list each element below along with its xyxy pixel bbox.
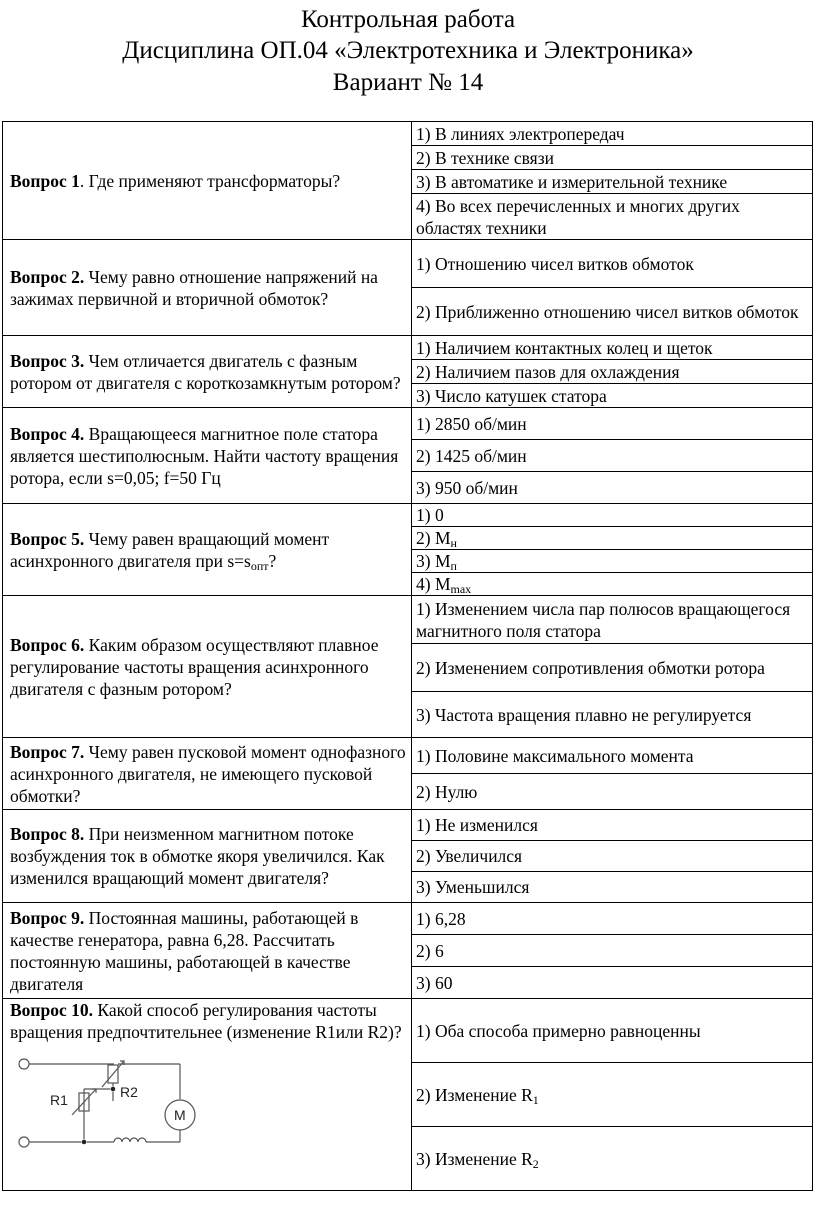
question-1: Вопрос 1. Где применяют трансформаторы?: [3, 122, 412, 240]
answer-10-3[interactable]: 3) Изменение $R_2$: [412, 1127, 813, 1191]
answer-6-3[interactable]: 3) Частота вращения плавно не регулируется: [412, 692, 813, 738]
answer-4-2[interactable]: 2) 1425 об/мин: [412, 440, 813, 472]
question-2: Вопрос 2. Чему равно отношение напряжений на зажимах первичной и вторичной обмоток?: [3, 240, 412, 336]
answer-4-3[interactable]: 3) 950 об/мин: [412, 472, 813, 504]
answer-8-3[interactable]: 3) Уменьшился: [412, 872, 813, 903]
answer-5-1[interactable]: 1) 0: [412, 504, 813, 527]
answer-1-2[interactable]: 2) В технике связи: [412, 146, 813, 170]
question-6: Вопрос 6. Каким образом осуществляют плавное регулирование частоты вращения асинхронного двигателя с фазным ротором?: [3, 596, 412, 738]
answer-9-1[interactable]: 1) 6,28: [412, 903, 813, 935]
answer-6-1[interactable]: 1) Изменением числа пар полюсов вращающегося магнитного поля статора: [412, 596, 813, 644]
doc-discipline: Дисциплина ОП.04 «Электротехника и Электроника»: [122, 37, 694, 64]
answer-1-3[interactable]: 3) В автоматике и измерительной технике: [412, 170, 813, 194]
answer-3-2[interactable]: 2) Наличием пазов для охлаждения: [412, 360, 813, 384]
answer-7-2[interactable]: 2) Нулю: [412, 774, 813, 810]
question-10: Вопрос 10. Какой способ регулирования частоты вращения предпочтительнее (изменение R1или R2)? R1 R2 M: [3, 999, 412, 1191]
questions-table: [2, 121, 813, 1191]
doc-title: Контрольная работа: [300, 6, 516, 33]
circuit-diagram: [10, 1053, 210, 1153]
question-5: Вопрос 5. Чему равен вращающий момент асинхронного двигателя при $s=s_{опт}$?: [3, 504, 412, 596]
label-motor: M: [174, 1107, 186, 1123]
answer-3-3[interactable]: 3) Число катушек статора: [412, 384, 813, 408]
doc-variant: Вариант № 14: [332, 69, 484, 96]
label-r1: R1: [50, 1092, 68, 1108]
answer-3-1[interactable]: 1) Наличием контактных колец и щеток: [412, 336, 813, 360]
question-3: Вопрос 3. Чем отличается двигатель с фазным ротором от двигателя с короткозамкнутым ротором?: [3, 336, 412, 408]
answer-9-2[interactable]: 2) 6: [412, 935, 813, 967]
answer-1-1[interactable]: 1) В линиях электропередач: [412, 122, 813, 146]
answer-2-2[interactable]: 2) Приближенно отношению чисел витков обмоток: [412, 288, 813, 336]
answer-4-1[interactable]: 1) 2850 об/мин: [412, 408, 813, 440]
document-header: [0, 4, 816, 99]
answer-1-4[interactable]: 4) Во всех перечисленных и многих других областях техники: [412, 194, 813, 240]
label-r2: R2: [120, 1084, 138, 1100]
answer-8-1[interactable]: 1) Не изменился: [412, 810, 813, 841]
question-9: Вопрос 9. Постоянная машины, работающей в качестве генератора, равна 6,28. Рассчитать постоянную машины, работающей в качестве двигателя: [3, 903, 412, 999]
question-8: Вопрос 8. При неизменном магнитном потоке возбуждения ток в обмотке якоря увеличился. Как изменился вращающий момент двигателя?: [3, 810, 412, 903]
answer-10-1[interactable]: 1) Оба способа примерно равноценны: [412, 999, 813, 1063]
answer-5-4[interactable]: 4) $M_{max}$: [412, 573, 813, 596]
terminal-bottom: [19, 1137, 29, 1147]
answer-8-2[interactable]: 2) Увеличился: [412, 841, 813, 872]
answer-2-1[interactable]: 1) Отношению чисел витков обмоток: [412, 240, 813, 288]
answer-5-3[interactable]: 3) $M_п$: [412, 550, 813, 573]
question-4: Вопрос 4. Вращающееся магнитное поле статора является шестиполюсным. Найти частоту вращения ротора, если s=0,05; f=50 Гц: [3, 408, 412, 504]
answer-9-3[interactable]: 3) 60: [412, 967, 813, 999]
answer-10-2[interactable]: 2) Изменение $R_1$: [412, 1063, 813, 1127]
answer-5-2[interactable]: 2) $M_н$: [412, 527, 813, 550]
terminal-top: [19, 1059, 29, 1069]
answer-6-2[interactable]: 2) Изменением сопротивления обмотки ротора: [412, 644, 813, 692]
inductor-coil: [114, 1138, 146, 1142]
answer-7-1[interactable]: 1) Половине максимального момента: [412, 738, 813, 774]
question-7: Вопрос 7. Чему равен пусковой момент однофазного асинхронного двигателя, не имеющего пусковой обмотки?: [3, 738, 412, 810]
